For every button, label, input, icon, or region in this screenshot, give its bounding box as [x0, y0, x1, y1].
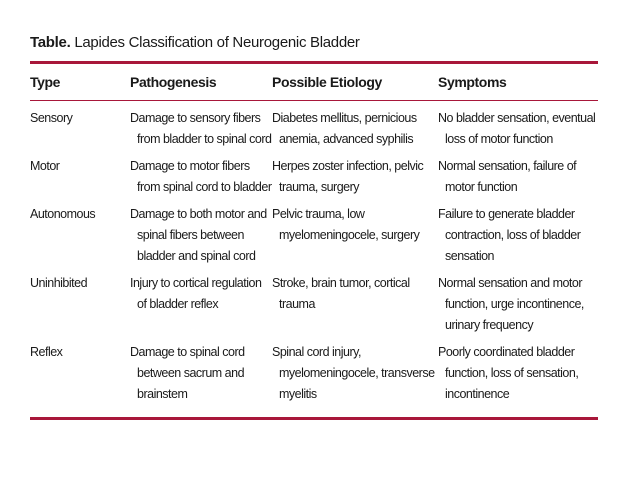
cell-symptoms: Failure to generate bladder contraction, loss of bladder sensation — [438, 207, 581, 263]
cell-etiology: Stroke, brain tumor, cortical trauma — [272, 276, 410, 311]
table-row — [30, 204, 598, 273]
header-symptoms: Symptoms — [438, 74, 507, 90]
classification-table-body — [30, 101, 598, 411]
table-caption-label: Table. — [30, 34, 71, 51]
cell-symptoms: Normal sensation and motor function, urge incontinence, urinary frequency — [438, 276, 584, 332]
header-type: Type — [30, 74, 61, 90]
header-row — [30, 64, 598, 100]
cell-symptoms: Poorly coordinated bladder function, loss of sensation, incontinence — [438, 345, 579, 401]
cell-pathogenesis: Damage to both motor and spinal fibers between bladder and spinal cord — [130, 207, 267, 263]
header-etiology: Possible Etiology — [272, 74, 382, 90]
cell-type: Uninhibited — [30, 276, 88, 290]
cell-pathogenesis: Damage to spinal cord between sacrum and brainstem — [130, 345, 245, 401]
bottom-rule — [30, 417, 598, 420]
table-row — [30, 101, 598, 156]
cell-type: Motor — [30, 159, 60, 173]
header-pathogenesis: Pathogenesis — [130, 74, 217, 90]
cell-etiology: Herpes zoster infection, pelvic trauma, surgery — [272, 159, 424, 194]
table-row — [30, 342, 598, 411]
cell-symptoms: Normal sensation, failure of motor function — [438, 159, 577, 194]
table-caption — [30, 34, 598, 51]
cell-etiology: Spinal cord injury, myelomeningocele, transverse myelitis — [272, 345, 435, 401]
cell-etiology: Pelvic trauma, low myelomeningocele, surgery — [272, 207, 420, 242]
table-container — [30, 34, 598, 420]
cell-pathogenesis: Damage to motor fibers from spinal cord to bladder — [130, 159, 272, 194]
cell-type: Autonomous — [30, 207, 96, 221]
table-caption-text: Lapides Classification of Neurogenic Bladder — [74, 34, 360, 51]
cell-pathogenesis: Injury to cortical regulation of bladder reflex — [130, 276, 262, 311]
cell-type: Reflex — [30, 345, 63, 359]
classification-table — [30, 64, 598, 100]
table-row — [30, 156, 598, 204]
table-row — [30, 273, 598, 342]
cell-symptoms: No bladder sensation, eventual loss of motor function — [438, 111, 596, 146]
cell-etiology: Diabetes mellitus, pernicious anemia, advanced syphilis — [272, 111, 417, 146]
cell-pathogenesis: Damage to sensory fibers from bladder to spinal cord — [130, 111, 272, 146]
cell-type: Sensory — [30, 111, 73, 125]
